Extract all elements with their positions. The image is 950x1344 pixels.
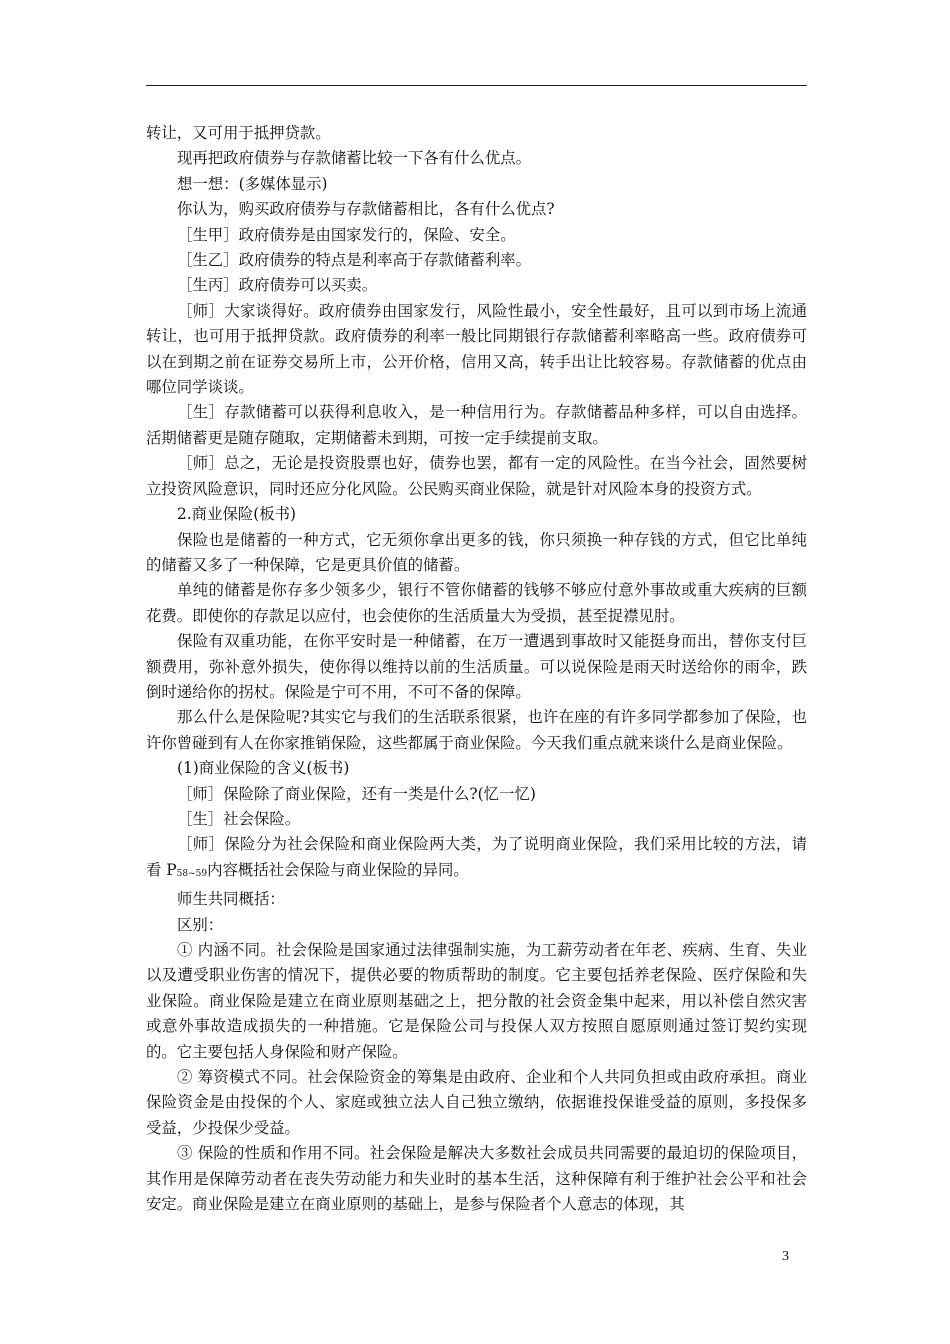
paragraph-tail: 内容概括社会保险与商业保险的异同。 bbox=[207, 860, 469, 879]
paragraph: ① 内涵不同。社会保险是国家通过法律强制实施，为工薪劳动者在年老、疾病、生育、失业以及遭受职业伤害的情况下，提供必要的物质帮助的制度。它主要包括养老保险、医疗保险和失业保险。商业保险是建立在商业原则基础之上，把分散的社会资金集中起来，用以补偿自然灾害或意外事故造成损失的一种措施。它是保险公司与投保人双方按照自愿原则通过签订契约实现的。它主要包括人身保险和财产保险。 bbox=[146, 941, 807, 1061]
paragraph: 保险也是储蓄的一种方式，它无须你拿出更多的钱，你只须换一种存钱的方式，但它比单纯的储蓄又多了一种保障，它是更具价值的储蓄。 bbox=[146, 530, 807, 574]
page-number: 3 bbox=[782, 1249, 789, 1264]
paragraph: 你认为，购买政府债券与存款储蓄相比，各有什么优点? bbox=[177, 200, 555, 219]
paragraph: ［生甲］政府债券是由国家发行的，保险、安全。 bbox=[177, 225, 516, 244]
paragraph: 保险有双重功能，在你平安时是一种储蓄，在万一遭遇到事故时又能挺身而出，替你支付巨额费用，弥补意外损失，使你得以维持以前的生活质量。可以说保险是雨天时送给你的雨伞，跌倒时递给你的拐杖。保险是宁可不用，不可不备的保障。 bbox=[146, 632, 807, 701]
header-rule bbox=[146, 85, 807, 86]
paragraph: ［生］存款储蓄可以获得利息收入，是一种信用行为。存款储蓄品种多样，可以自由选择。活期储蓄更是随存随取，定期储蓄未到期，可按一定手续提前支取。 bbox=[146, 403, 807, 447]
paragraph-text: ［师］保险分为社会保险和商业保险两大类，为了说明商业保险，我们采用比较的方法，请看 P bbox=[146, 835, 807, 879]
paragraph: ③ 保险的性质和作用不同。社会保险是解决大多数社会成员共同需要的最迫切的保险项目，其作用是保障劳动者在丧失劳动能力和失业时的基本生活，这种保障有利于维护社会公平和社会安定。商业保险是建立在商业原则的基础上，是参与保险者个人意志的体现，其 bbox=[146, 1144, 807, 1214]
paragraph: ［师］保险除了商业保险，还有一类是什么?(忆一忆) bbox=[177, 784, 536, 803]
paragraph: 单纯的储蓄是你存多少领多少，银行不管你储蓄的钱够不够应付意外事故或重大疾病的巨额花费。即使你的存款足以应付，也会使你的生活质量大为受损，甚至捉襟见肘。 bbox=[146, 581, 807, 625]
page-range-subscript: 58~59 bbox=[176, 868, 208, 879]
paragraph: 师生共同概括： bbox=[177, 890, 285, 909]
paragraph: ［师］大家谈得好。政府债券由国家发行，风险性最小，安全性最好，且可以到市场上流通转让，也可用于抵押贷款。政府债券的利率一般比同期银行存款储蓄利率略高一些。政府债券可以在到期之前在证券交易所上市，公开价格，信用又高，转手出让比较容易。存款储蓄的优点由哪位同学谈谈。 bbox=[146, 301, 807, 397]
paragraph bbox=[146, 832, 807, 887]
paragraph: 转让，又可用于抵押贷款。 bbox=[146, 124, 331, 142]
paragraph: 那么什么是保险呢?其实它与我们的生活联系很紧，也许在座的有许多同学都参加了保险，也许你曾碰到有人在你家推销保险，这些都属于商业保险。今天我们重点就来谈什么是商业保险。 bbox=[146, 708, 807, 752]
paragraph: ［生］社会保险。 bbox=[177, 809, 301, 828]
document-body bbox=[146, 121, 807, 1217]
section-heading: 2.商业保险(板书) bbox=[177, 505, 297, 524]
paragraph: 现再把政府债券与存款储蓄比较一下各有什么优点。 bbox=[177, 149, 531, 168]
paragraph: ［师］总之，无论是投资股票也好，债券也罢，都有一定的风险性。在当今社会，固然要树立投资风险意识，同时还应分化风险。公民购买商业保险，就是针对风险本身的投资方式。 bbox=[146, 454, 807, 498]
subsection-heading: (1)商业保险的含义(板书) bbox=[177, 759, 350, 778]
paragraph: 区别： bbox=[177, 915, 224, 934]
paragraph: ［生乙］政府债券的特点是利率高于存款储蓄利率。 bbox=[177, 251, 531, 270]
paragraph: 想一想：(多媒体显示) bbox=[177, 174, 328, 193]
paragraph: ② 筹资模式不同。社会保险资金的筹集是由政府、企业和个人共同负担或由政府承担。商业保险资金是由投保的个人、家庭或独立法人自己独立缴纳，依据谁投保谁受益的原则，多投保多受益，少投保少受益。 bbox=[146, 1068, 807, 1137]
paragraph: ［生丙］政府债券可以买卖。 bbox=[177, 276, 378, 295]
